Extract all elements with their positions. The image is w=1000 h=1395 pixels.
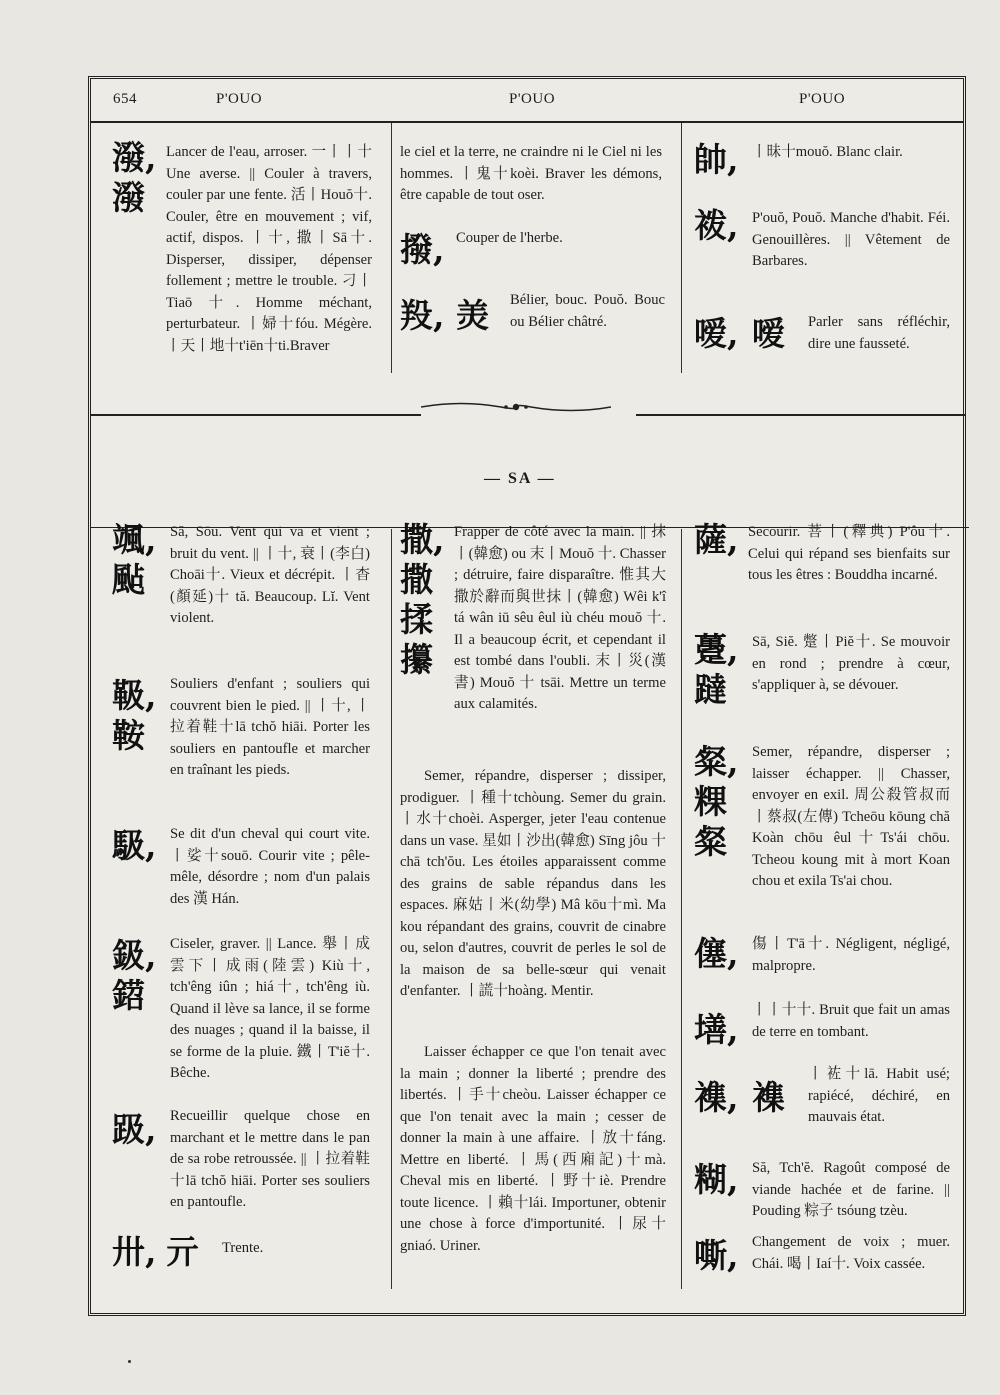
definition-text: Secourir. 菩丨(釋典) P'ôu十. Celui qui répand ses bienfaits sur tous les êtres : Bouddha incarné. bbox=[748, 524, 950, 583]
headword-chars: 撒, 撒 揉 攥 bbox=[400, 520, 445, 679]
definition-text: Trente. bbox=[222, 1240, 264, 1256]
headword-chars: 嗳, bbox=[694, 314, 739, 353]
definition-text: Lancer de l'eau, arroser. 一丨丨十 Une averse. || Couler à travers, couler par une fente. 活丨Houŏ十. Couler, être en mouvement ; vif, actif, dispos. 丨十, 撒丨Sā十. Disperser, dissiper, dépenser follement ; mettre le trouble. 刁丨Tiaō 十. Homme méchant, perturbateur. 丨婦十fóu. Mégère. 丨天丨地十t'iēn十ti.Braver bbox=[166, 144, 372, 354]
definition-text: 丨丨十十. Bruit que fait un amas de terre en tombant. bbox=[752, 1002, 950, 1040]
definition-text: Laisser échapper ce que l'on tenait avec la main ; donner la liberté ; prendre des libertés. 丨手十cheòu. Laisser échapper ce que l'on tenait avec la main ; cesser de donner la main à une affaire. 丨放十fáng. Mettre en liberté. 丨馬(西廂記)十mà. Cheval mis en liberté. 丨野十iè. Prendre toute licence. 丨賴十lái. Importuner, obtenir une chose à force d'importunité. 丨尿十gniaó. Uriner. bbox=[400, 1044, 666, 1254]
section-rule-left bbox=[91, 414, 421, 416]
definition-text: Recueillir quelque chose en marchant et le mettre dans le pan de sa robe retroussée. || 丨拉着鞋十lā tchŏ hiāi. Porter ses souliers en pantoufle. bbox=[170, 1108, 370, 1210]
headword-chars: 卅, bbox=[112, 1232, 157, 1271]
definition-text: 丨昧十mouŏ. Blanc clair. bbox=[752, 144, 903, 160]
definition-text: Să, Sōu. Vent qui va et vient ; bruit du vent. || 丨十, 衰丨(李白) Choāi十. Vieux et décrépit. 丨杳(顏延)十 tă. Beaucoup. Lĭ. Vent violent. bbox=[170, 524, 370, 626]
definition-text: 丨袏十lā. Habit usé; rapiécé, déchiré, en mauvais état. bbox=[808, 1066, 950, 1125]
headword-chars: 羖, bbox=[400, 296, 445, 335]
headword-chars: 馺, bbox=[112, 826, 157, 865]
definition-text: Sā, Siĕ. 蹩丨Piĕ十. Se mouvoir en rond ; prendre à cœur, s'appliquer à, se dévouer. bbox=[752, 634, 950, 693]
definition-text: le ciel et la terre, ne craindre ni le Ciel ni les hommes. 丨鬼十koèi. Braver les démons, être capable de tout oser. bbox=[400, 144, 662, 203]
headword-chars: 袯, bbox=[694, 206, 739, 245]
definition-text: Ciseler, graver. || Lance. 舉丨成雲下丨成雨(陸雲) Kiù十, tch'êng iûn ; hiá十, tch'êng iù. Quand il lève sa lance, il se forme des nuages ; quand il la baisse, il se forme de la pluie. 鐵丨T'iĕ十. Bêche. bbox=[170, 936, 370, 1081]
headword-chars: 薩, bbox=[694, 520, 739, 559]
section-rule-right bbox=[636, 414, 966, 416]
page-header bbox=[91, 79, 963, 123]
headword-variant: 亓 bbox=[166, 1232, 199, 1271]
definition-text: Parler sans réfléchir, dire une fausseté. bbox=[808, 314, 950, 352]
definition-text: Să, Tch'ĕ. Ragoût composé de viande hachée et de farine. || Pouding 粽子 tsóung tzèu. bbox=[752, 1160, 950, 1219]
column-rule bbox=[681, 123, 682, 373]
section-heading: — SA — bbox=[484, 470, 556, 487]
definition-text: 傷丨T'ā十. Négligent, négligé, malpropre. bbox=[752, 936, 950, 974]
print-speck bbox=[128, 1360, 131, 1363]
definition-text: Couper de l'herbe. bbox=[456, 230, 563, 246]
running-title-left: P'OUO bbox=[216, 91, 263, 107]
headword-chars: 躉, 躂 bbox=[694, 630, 739, 709]
definition-text: Semer, répandre, disperser ; dissiper, prodiguer. 丨種十tchòung. Semer du grain. 丨水十choèi. Asperger, jeter l'eau contenue dans un vase. 星如丨沙出(韓愈) Sīng jôu 十 chā tch'ŏu. Les étoiles apparaissent comme des grains de sable répandus dans les espaces. 麻姑丨米(幼學) Mâ kōu十mì. Ma kou répandant des grains, couvrit de cinabre ou, selon d'autres, couvrit de perles le sol de la maison de sa belle-sœur qui venait d'enfanter. 丨謊十hoàng. Mentir. bbox=[400, 768, 666, 999]
headword-chars: 潑, 潑 bbox=[112, 138, 157, 217]
definition-text: Semer, répandre, disperser ; laisser échapper. || Chasser, envoyer en exil. 周公殺管叔而丨蔡叔(左傳) Tcheōu kōung chă Koàn chōu êul十Ts'ái chōu. Tcheou koung mit à mort Koan chou et exila Ts'ai chou. bbox=[752, 744, 950, 889]
headword-chars: 靸, 鞍 bbox=[112, 676, 157, 755]
definition-text: Bélier, bouc. Pouŏ. Bouc ou Bélier châtré. bbox=[510, 292, 665, 330]
definition-text: P'ouŏ, Pouŏ. Manche d'habit. Féi. Genouillères. || Vêtement de Barbares. bbox=[752, 210, 950, 269]
page-number: 654 bbox=[113, 91, 137, 107]
ornament-divider bbox=[421, 396, 611, 418]
headword-variant: 嗳 bbox=[752, 314, 785, 353]
headword-chars: 趿, bbox=[112, 1110, 157, 1149]
headword-variant: 襍 bbox=[752, 1078, 785, 1117]
headword-chars: 襍, bbox=[694, 1078, 739, 1117]
running-title-center: P'OUO bbox=[509, 91, 556, 107]
headword-chars: 颯, 颭 bbox=[112, 520, 157, 599]
headword-chars: 粲, 粿 粲 bbox=[694, 742, 739, 861]
column-rule bbox=[391, 123, 392, 373]
headword-chars: 僿, bbox=[694, 934, 739, 973]
definition-text: Changement de voix ; muer. Chái. 喝丨Iaí十. Voix cassée. bbox=[752, 1234, 950, 1272]
definition-text: Souliers d'enfant ; souliers qui couvrent bien le pied. || 丨十, 丨拉着鞋十lā tchŏ hiāi. Porter les souliers en pantoufle et marcher en traînant les pieds. bbox=[170, 676, 370, 778]
column-rule bbox=[391, 529, 392, 1289]
headword-chars: 帥, bbox=[694, 140, 739, 179]
headword-chars: 鈒, 鍣 bbox=[112, 936, 157, 1015]
headword-chars: 嘶, bbox=[694, 1236, 739, 1275]
definition-text: Se dit d'un cheval qui court vite. 丨娑十souō. Courir vite ; pêle-mêle, désordre ; nom d'un palais des 漢 Hán. bbox=[170, 826, 370, 907]
column-rule bbox=[681, 529, 682, 1289]
headword-chars: 墡, bbox=[694, 1010, 739, 1049]
headword-chars: 撥, bbox=[400, 230, 445, 269]
running-title-right: P'OUO bbox=[799, 91, 846, 107]
definition-text: Frapper de côté avec la main. || 抹丨(韓愈) ou 末丨Mouŏ 十. Chasser ; détruire, faire disparaître. 惟其大撒於辭而與世抹丨(韓愈) Wêi k'î tá wân iū sêu êul iù chéu mouŏ 十. Il a beaucoup écrit, et cependant il est tombé dans l'oubli. 末丨災(漢書) Mouŏ 十 tsāi. Mettre un terme aux calamités. bbox=[454, 524, 666, 712]
headword-chars: 糊, bbox=[694, 1160, 739, 1199]
headword-variant: 羙 bbox=[456, 296, 489, 335]
